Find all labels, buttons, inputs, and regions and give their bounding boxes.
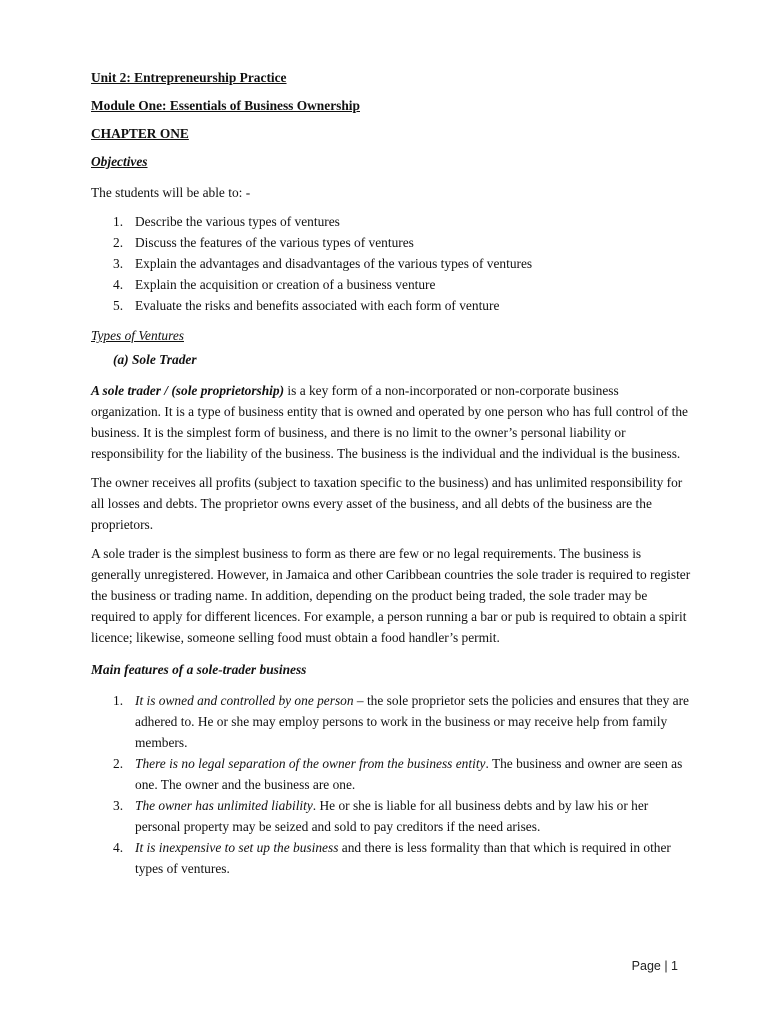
paragraph-profits: The owner receives all profits (subject to taxation specific to the business) and has unlimited responsibility for all losses and debts. The proprietor owns every asset of the business, and all debts of the business are the proprietors. [91,475,683,532]
list-item [91,753,691,795]
list-item [91,795,691,837]
list-text [135,753,691,795]
list-number: 1. [113,693,124,708]
feature-lead: It is owned and controlled by one person [135,693,354,708]
feature-lead: It is inexpensive to set up the business [135,840,339,855]
features-heading: Main features of a sole-trader business [91,662,307,677]
types-heading: Types of Ventures [91,328,184,343]
list-text: Explain the acquisition or creation of a business venture [135,277,436,292]
list-item [91,274,691,295]
list-text: Evaluate the risks and benefits associated with each form of venture [135,298,500,313]
feature-lead: The owner has unlimited liability [135,798,313,813]
list-number: 4. [113,840,124,855]
list-text [135,690,691,753]
list-item [91,232,691,253]
list-text: Describe the various types of ventures [135,214,340,229]
objectives-intro: The students will be able to: - [91,185,251,200]
feature-rest: and there is less formality than that which is required in other types of ventures. [135,840,671,876]
list-number: 1. [113,214,124,229]
feature-rest: . He or she is liable for all business debts and by law his or her personal property may be seized and sold to pay creditors if the need arises. [135,798,649,834]
objectives-list [91,211,691,316]
page-number: Page | 1 [631,959,678,973]
objectives-heading: Objectives [91,154,148,169]
list-number: 3. [113,798,124,813]
list-number: 3. [113,256,124,271]
list-item [91,690,691,753]
feature-rest: – the sole proprietor sets the policies and ensures that they are adhered to. He or she may employ persons to work in the business or may receive help from family members. [135,693,689,750]
list-item [91,253,691,274]
definition-text: is a key form of a non-incorporated or non-corporate business organization. It is a type of business entity that is owned and operated by one person who has full control of the business. It is the simplest form of business, and there is no limit to the owner’s personal liability or responsibility for the liability of the business. The business is the individual and the individual is the business. [91,383,688,461]
features-list [91,690,691,879]
list-item [91,295,691,316]
list-text: Discuss the features of the various types of ventures [135,235,414,250]
list-text [135,837,691,879]
paragraph-formation: A sole trader is the simplest business to form as there are few or no legal requirements. The business is generally unregistered. However, in Jamaica and other Caribbean countries the sole trader is required to register the business or trading name. In addition, depending on the product being traded, the sole trader may be required to apply for different licences. For example, a person running a bar or pub is required to obtain a spirit licence; likewise, someone selling food must obtain a food handler’s permit. [91,546,691,645]
list-number: 2. [113,235,124,250]
unit-heading: Unit 2: Entrepreneurship Practice [91,70,287,85]
sole-trader-heading: (a) Sole Trader [113,352,197,367]
module-heading: Module One: Essentials of Business Ownership [91,98,360,113]
feature-lead: There is no legal separation of the owner from the business entity [135,756,486,771]
list-text: Explain the advantages and disadvantages of the various types of ventures [135,256,533,271]
list-number: 2. [113,756,124,771]
list-number: 5. [113,298,124,313]
definition-term: A sole trader / (sole proprietorship) [91,383,285,398]
list-number: 4. [113,277,124,292]
feature-rest: . The business and owner are seen as one. The owner and the business are one. [135,756,683,792]
list-text [135,795,691,837]
chapter-heading: CHAPTER ONE [91,126,189,141]
paragraph-definition [91,380,691,464]
list-item [91,837,691,879]
document-page [91,70,691,887]
list-item [91,211,691,232]
